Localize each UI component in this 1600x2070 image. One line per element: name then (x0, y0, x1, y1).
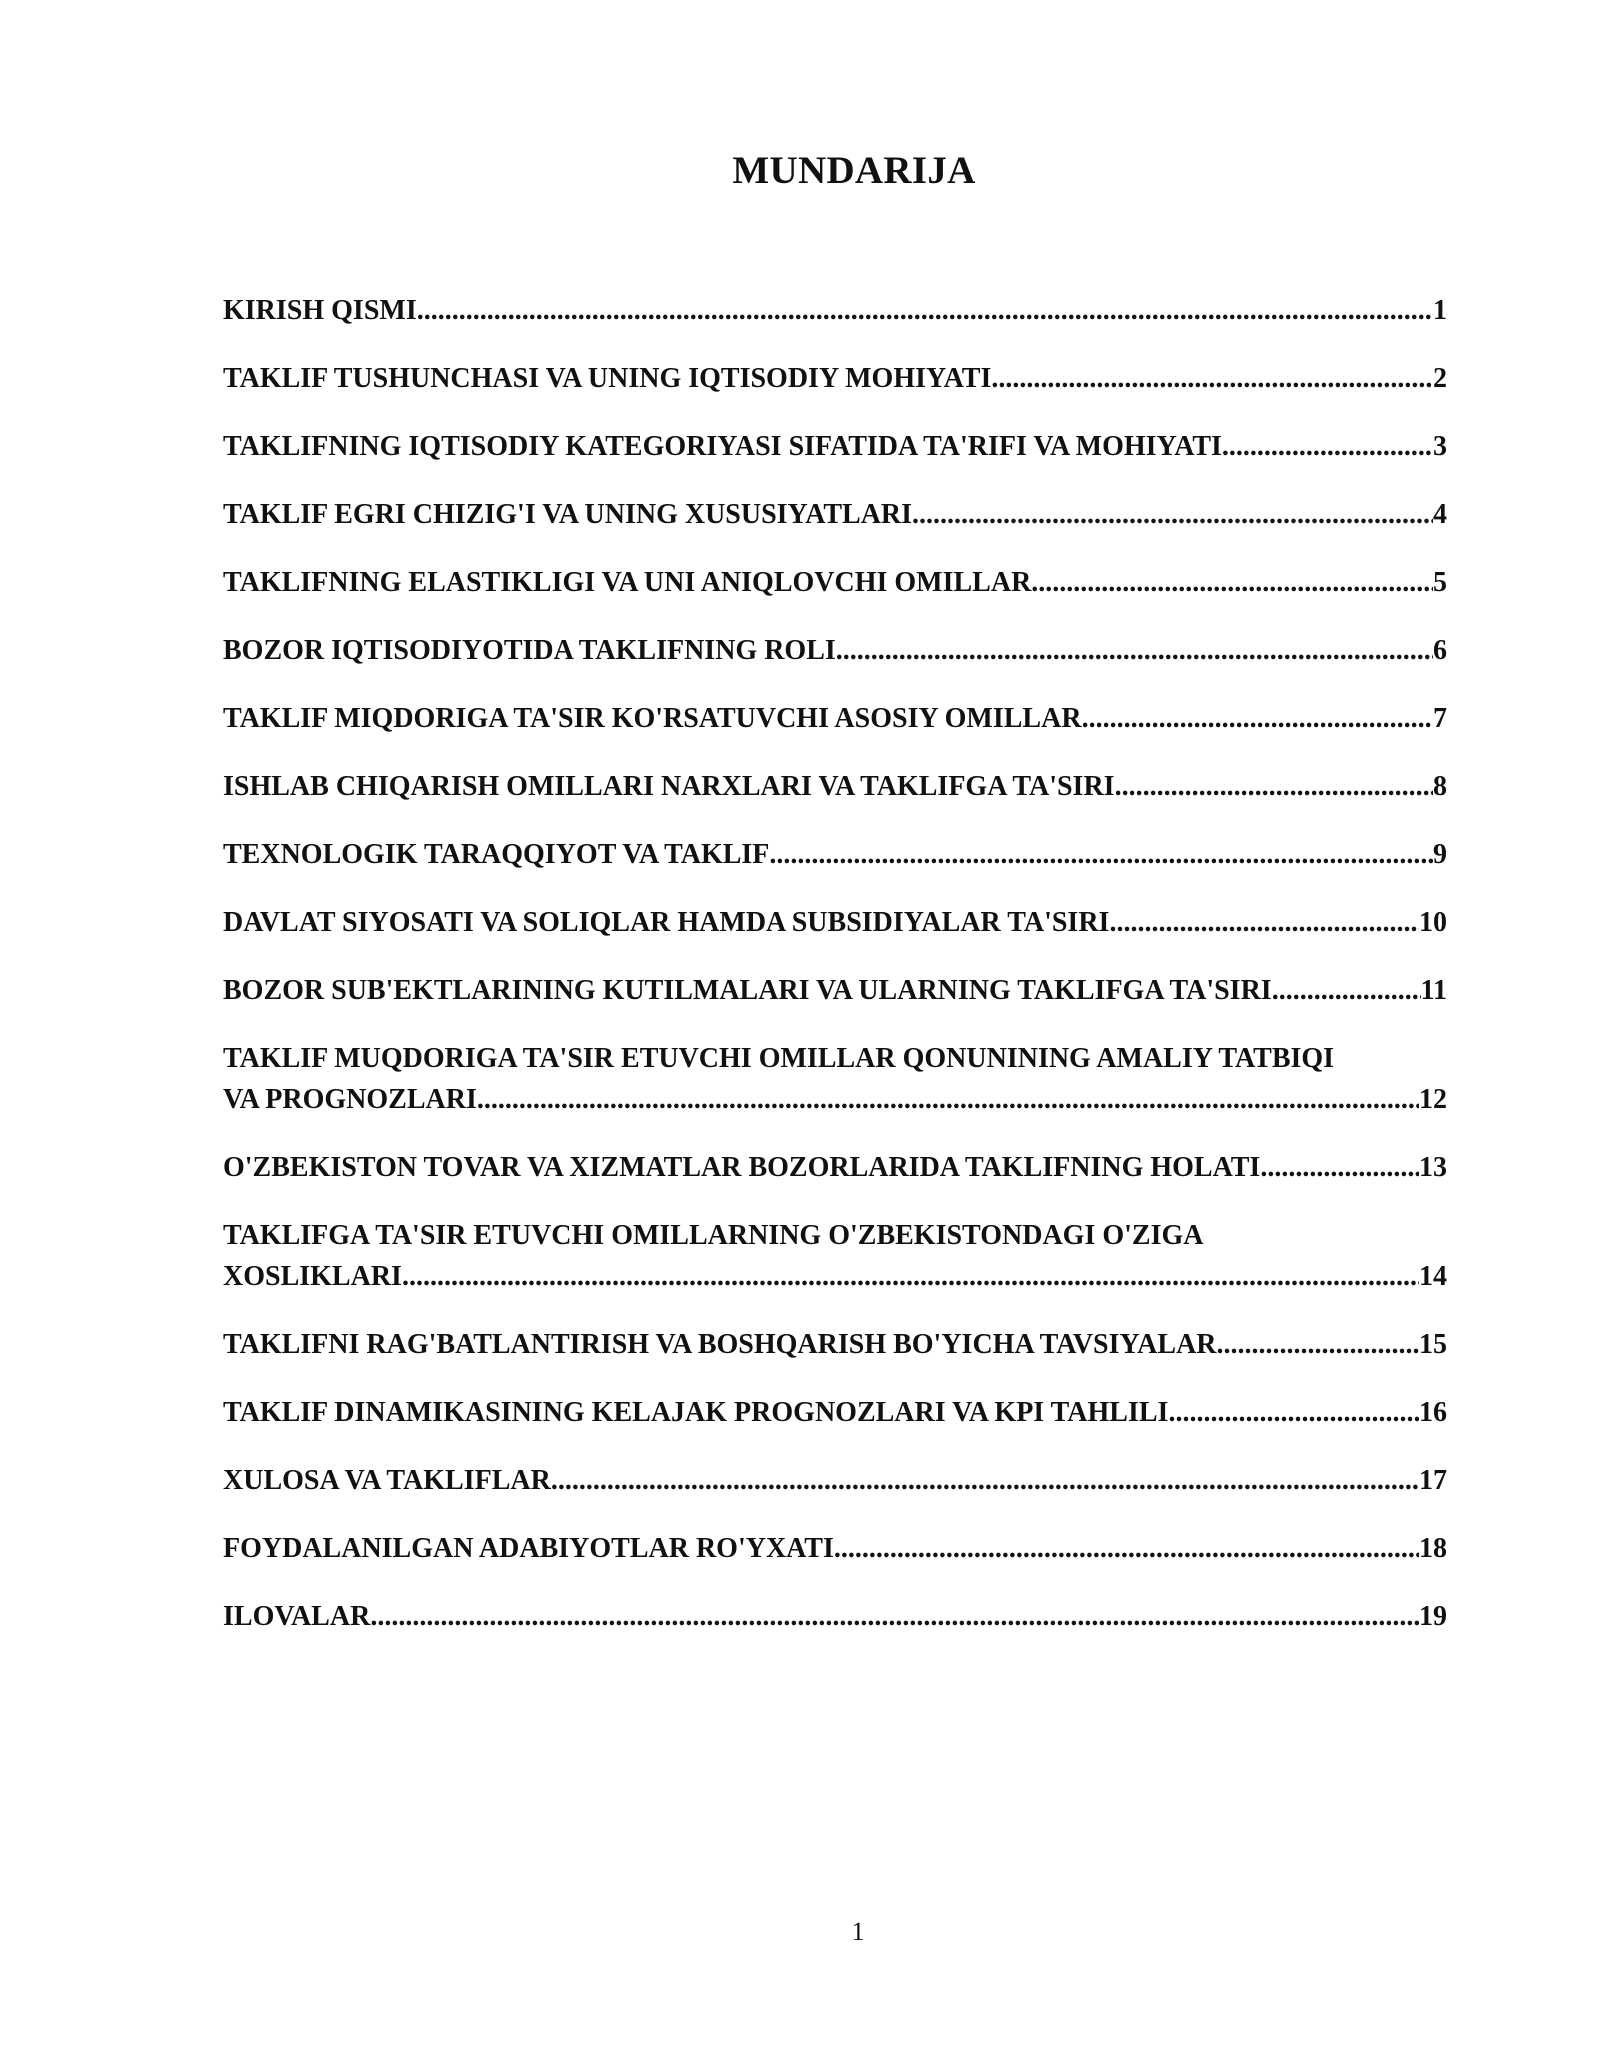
table-of-contents (223, 290, 1447, 1664)
toc-leader-dots (1031, 562, 1433, 603)
toc-entry-title: VA PROGNOZLARI (223, 1084, 477, 1115)
toc-entry-asosiy-omillar[interactable] (223, 698, 1447, 766)
toc-entry-tavsiyalar[interactable] (223, 1324, 1447, 1392)
toc-leader-dots (1222, 426, 1433, 467)
toc-entry-davlat-siyosati[interactable] (223, 902, 1447, 970)
toc-entry-page: 12 (1419, 1084, 1447, 1115)
toc-entry-iqtisodiy-kategoriya[interactable] (223, 426, 1447, 494)
toc-leader-dots (1267, 1147, 1419, 1188)
toc-entry-title: XOSLIKLARI (223, 1261, 402, 1292)
toc-leader-dots (1082, 698, 1433, 739)
toc-leader-dots (1272, 970, 1421, 1011)
toc-entry-title: FOYDALANILGAN ADABIYOTLAR RO'YXATI (223, 1533, 834, 1564)
toc-entry-page: 18 (1419, 1533, 1447, 1564)
toc-leader-dots (834, 1528, 1419, 1569)
toc-entry-page: 9 (1433, 839, 1447, 870)
toc-entry-title: XULOSA VA TAKLIFLAR (223, 1465, 551, 1496)
toc-entry-oziga-xosliklari[interactable] (223, 1215, 1447, 1324)
toc-entry-title: TAKLIF MIQDORIGA TA'SIR KO'RSATUVCHI ASOSIY OMILLAR (223, 703, 1082, 734)
toc-entry-page: 4 (1433, 499, 1447, 530)
toc-leader-dots (1115, 766, 1433, 807)
toc-entry-title: O'ZBEKISTON TOVAR VA XIZMATLAR BOZORLARIDA TAKLIFNING HOLATI. (223, 1152, 1268, 1183)
toc-entry-ilovalar[interactable] (223, 1596, 1447, 1664)
toc-leader-dots (991, 358, 1433, 399)
toc-entry-page: 5 (1433, 567, 1447, 598)
toc-leader-dots (1217, 1324, 1419, 1365)
toc-entry-egri-chiziq[interactable] (223, 494, 1447, 562)
toc-leader-dots (1168, 1392, 1419, 1433)
toc-leader-dots (1109, 902, 1419, 943)
toc-leader-dots (836, 630, 1433, 671)
toc-entry-kirish[interactable] (223, 290, 1447, 358)
toc-entry-title-line1: TAKLIF MUQDORIGA TA'SIR ETUVCHI OMILLAR QONUNINING AMALIY TATBIQI (223, 1043, 1335, 1074)
toc-entry-title: KIRISH QISMI (223, 295, 417, 326)
toc-entry-title: TAKLIF TUSHUNCHASI VA UNING IQTISODIY MOHIYATI (223, 363, 992, 394)
toc-entry-title: TAKLIF DINAMIKASINING KELAJAK PROGNOZLARI VA KPI TAHLILI (223, 1397, 1169, 1428)
toc-entry-taklif-tushunchasi[interactable] (223, 358, 1447, 426)
toc-entry-page: 10 (1419, 907, 1447, 938)
toc-entry-title: TAKLIF EGRI CHIZIG'I VA UNING XUSUSIYATLARI (223, 499, 913, 530)
toc-leader-dots (477, 1079, 1419, 1120)
toc-entry-title: BOZOR SUB'EKTLARINING KUTILMALARI VA ULARNING TAKLIFGA TA'SIRI (223, 975, 1272, 1006)
toc-entry-kpi-tahlili[interactable] (223, 1392, 1447, 1460)
toc-entry-page: 13 (1419, 1152, 1447, 1183)
toc-entry-ishlab-chiqarish[interactable] (223, 766, 1447, 834)
toc-leader-dots (417, 290, 1433, 331)
toc-entry-title: BOZOR IQTISODIYOTIDA TAKLIFNING ROLI (223, 635, 836, 666)
toc-entry-page: 3 (1433, 431, 1447, 462)
toc-entry-title-line1: TAKLIFGA TA'SIR ETUVCHI OMILLARNING O'ZBEKISTONDAGI O'ZIGA (223, 1220, 1204, 1251)
toc-entry-ozbekiston-holati[interactable] (223, 1147, 1447, 1215)
toc-entry-texnologik[interactable] (223, 834, 1447, 902)
toc-entry-elastiklik[interactable] (223, 562, 1447, 630)
toc-entry-page: 2 (1433, 363, 1447, 394)
toc-entry-page: 15 (1419, 1329, 1447, 1360)
toc-entry-kutilmalar[interactable] (223, 970, 1447, 1038)
toc-entry-page: 7 (1433, 703, 1447, 734)
toc-entry-title: DAVLAT SIYOSATI VA SOLIQLAR HAMDA SUBSIDIYALAR TA'SIRI (223, 907, 1110, 938)
toc-entry-title: TAKLIFNI RAG'BATLANTIRISH VA BOSHQARISH BO'YICHA TAVSIYALAR (223, 1329, 1217, 1360)
toc-entry-title: TEXNOLOGIK TARAQQIYOT VA TAKLIF (223, 839, 770, 870)
toc-entry-page: 8 (1433, 771, 1447, 802)
toc-entry-page: 1 (1433, 295, 1447, 326)
toc-entry-bozor-roli[interactable] (223, 630, 1447, 698)
toc-leader-dots (551, 1460, 1419, 1501)
toc-entry-page: 19 (1419, 1601, 1447, 1632)
toc-entry-adabiyotlar[interactable] (223, 1528, 1447, 1596)
toc-entry-amaliy-tatbiq[interactable] (223, 1038, 1447, 1147)
toc-entry-title: TAKLIFNING IQTISODIY KATEGORIYASI SIFATIDA TA'RIFI VA MOHIYATI (223, 431, 1222, 462)
toc-entry-title: ISHLAB CHIQARISH OMILLARI NARXLARI VA TAKLIFGA TA'SIRI (223, 771, 1115, 802)
toc-entry-page: 17 (1419, 1465, 1447, 1496)
toc-entry-page: 6 (1433, 635, 1447, 666)
toc-entry-page: 14 (1419, 1261, 1447, 1292)
toc-entry-page: 11 (1420, 975, 1447, 1006)
toc-leader-dots (912, 494, 1433, 535)
toc-entry-title: ILOVALAR (223, 1601, 371, 1632)
toc-entry-page: 16 (1419, 1397, 1447, 1428)
toc-leader-dots (769, 834, 1433, 875)
toc-entry-title: TAKLIFNING ELASTIKLIGI VA UNI ANIQLOVCHI OMILLAR (223, 567, 1032, 598)
page-number: 1 (851, 1917, 865, 1946)
page-title: MUNDARIJA (732, 149, 976, 192)
toc-leader-dots (402, 1256, 1419, 1297)
toc-entry-xulosa[interactable] (223, 1460, 1447, 1528)
toc-leader-dots (370, 1596, 1419, 1637)
